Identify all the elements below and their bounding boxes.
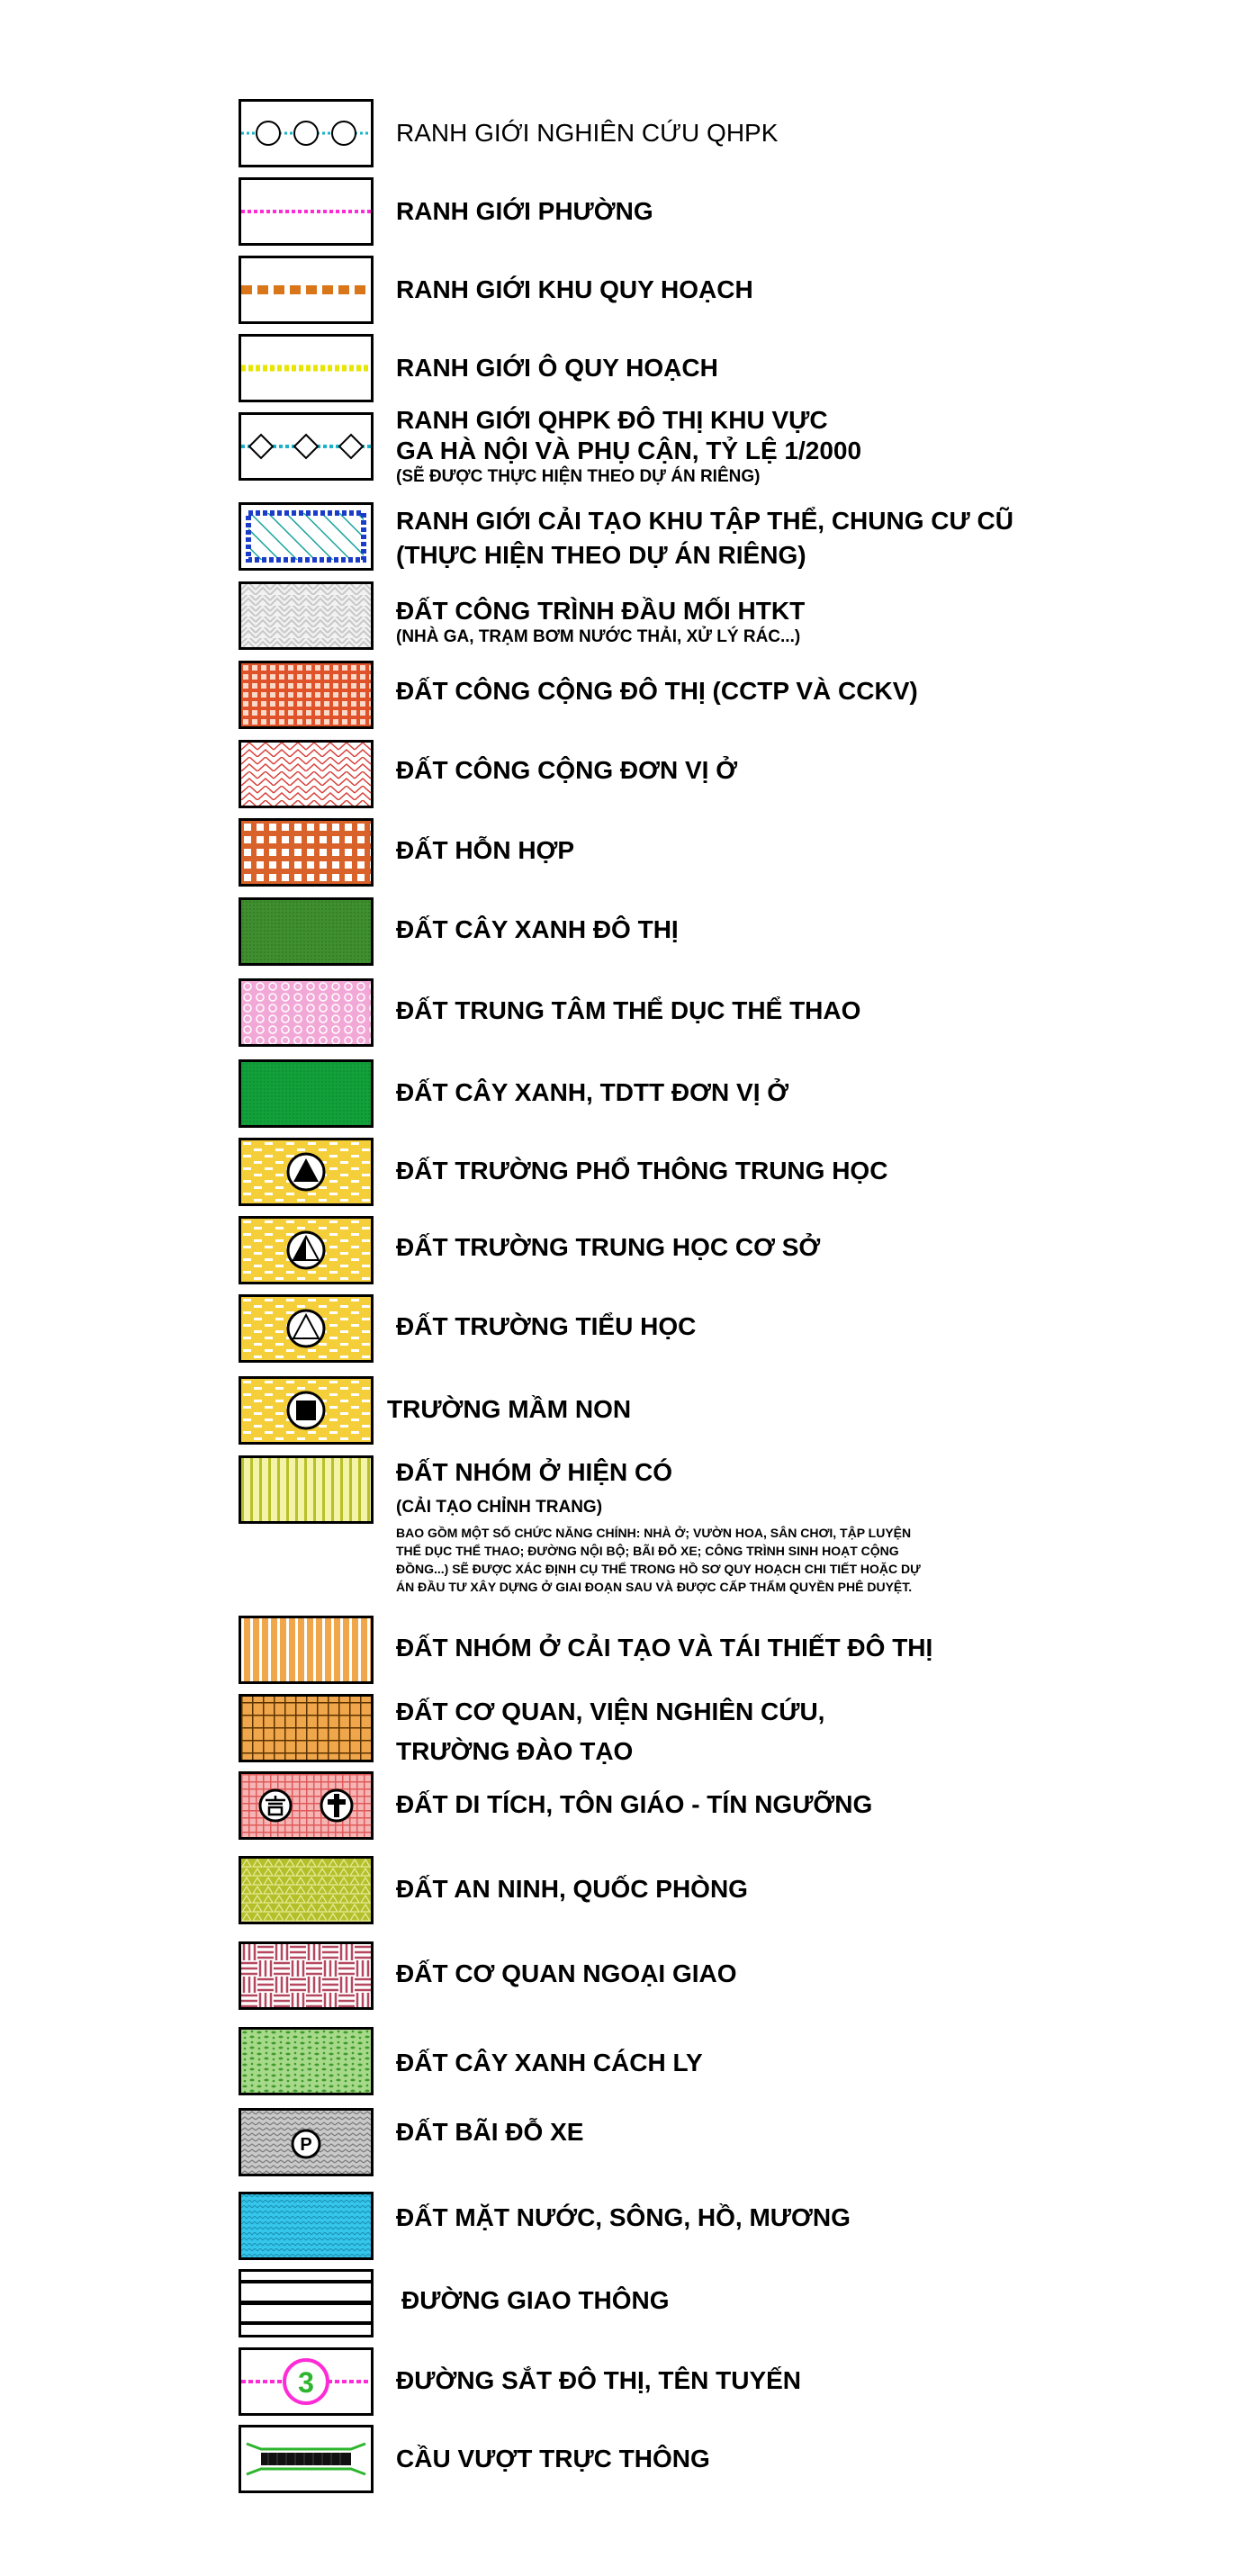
swatch-ranh-gioi-khu-quy-hoach: [239, 256, 374, 324]
swatch-dat-dau-moi-htkt: [239, 581, 374, 650]
label-ranh-gioi-phuong: [396, 194, 653, 229]
label-dat-cong-cong-do-thi: [396, 674, 918, 708]
label-dat-hon-hop: [396, 833, 574, 868]
swatch-ranh-gioi-ga-ha-noi: [239, 412, 374, 481]
label-line: RANH GIỚI KHU QUY HOẠCH: [396, 275, 753, 303]
label-line: ĐẤT CÔNG CỘNG ĐÔ THỊ (CCTP VÀ CCKV): [396, 677, 918, 705]
label-line: RANH GIỚI PHƯỜNG: [396, 197, 653, 225]
swatch-dat-truong-tieu-hoc: [239, 1294, 374, 1363]
swatch-cau-vuot: [239, 2425, 374, 2493]
label-line: ĐẤT NHÓM Ở CẢI TẠO VÀ TÁI THIẾT ĐÔ THỊ: [396, 1634, 933, 1662]
label-duong-sat-do-thi: [396, 2364, 801, 2398]
swatch-dat-nhom-o-hien-co: [239, 1455, 374, 1524]
label-line: ĐƯỜNG GIAO THÔNG: [401, 2286, 670, 2314]
label-dat-nhom-o-cai-tao: [396, 1631, 932, 1665]
swatch-ranh-gioi-phuong: [239, 177, 374, 246]
swatch-dat-nhom-o-cai-tao: [239, 1616, 374, 1684]
label-dat-cay-xanh-do-thi: [396, 913, 679, 947]
label-line: ĐẤT TRƯỜNG TIỂU HỌC: [396, 1312, 697, 1340]
label-line: ĐẤT TRUNG TÂM THỂ DỤC THỂ THAO: [396, 996, 861, 1024]
label-dat-truong-thpt: [396, 1154, 887, 1188]
metro-line-number: 3: [298, 2366, 314, 2399]
label-line: ĐẤT HỖN HỢP: [396, 836, 575, 864]
label-line: RANH GIỚI NGHIÊN CỨU QHPK: [396, 119, 779, 147]
swatch-dat-cong-cong-do-thi: [239, 661, 374, 729]
label-line: RANH GIỚI QHPK ĐÔ THỊ KHU VỰC: [396, 406, 828, 434]
label-line: ĐẤT CƠ QUAN NGOẠI GIAO: [396, 1959, 737, 1987]
label-line: ĐẤT NHÓM Ở HIỆN CÓ: [396, 1458, 672, 1486]
swatch-dat-bai-do-xe: [239, 2108, 374, 2176]
swatch-dat-cay-xanh-cach-ly: [239, 2027, 374, 2095]
swatch-dat-cong-cong-don-vi-o: [239, 740, 374, 808]
label-line: ĐẤT CƠ QUAN, VIỆN NGHIÊN CỨU,: [396, 1698, 825, 1725]
label-note: BAO GỒM MỘT SỐ CHỨC NĂNG CHÍNH: NHÀ Ở; VƯỜN HOA, SÂN CHƠI, TẬP LUYỆN THỂ DỤC THỂ THAO; ĐƯỜNG NỘI BỘ; BÃI ĐỖ XE; CÔNG TRÌNH SINH HOẠT CỘNG ĐỒNG...) SẼ ĐƯỢC XÁC ĐỊNH CỤ THỂ TRONG HỒ SƠ QUY HOẠCH CHI TIẾT HOẶC DỰ ÁN ĐẦU TƯ XÂY DỰNG Ở GIAI ĐOẠN SAU VÀ ĐƯỢC CẤP THẨM QUYỀN PHÊ DUYỆT.: [396, 1526, 921, 1594]
label-line: CẦU VƯỢT TRỰC THÔNG: [396, 2445, 710, 2472]
label-truong-mam-non: [387, 1392, 631, 1427]
swatch-duong-sat-do-thi: [239, 2347, 374, 2416]
label-dat-truong-thcs: [396, 1230, 820, 1265]
label-line: ĐẤT BÃI ĐỖ XE: [396, 2118, 584, 2146]
label-line: ĐƯỜNG SẮT ĐÔ THỊ, TÊN TUYẾN: [396, 2366, 802, 2394]
swatch-dat-cay-xanh-do-thi: [239, 897, 374, 966]
label-line: (THỰC HIỆN THEO DỰ ÁN RIÊNG): [396, 541, 806, 569]
swatch-dat-cay-xanh-don-vi-o: [239, 1059, 374, 1128]
label-line: ĐẤT TRƯỜNG PHỔ THÔNG TRUNG HỌC: [396, 1157, 888, 1184]
label-line: ĐẤT DI TÍCH, TÔN GIÁO - TÍN NGƯỠNG: [396, 1790, 873, 1818]
label-dat-cong-cong-don-vi-o: [396, 753, 737, 788]
label-line: RANH GIỚI CẢI TẠO KHU TẬP THỂ, CHUNG CƯ CŨ: [396, 507, 1013, 535]
label-dat-mat-nuoc: [396, 2201, 851, 2235]
label-dat-cay-xanh-cach-ly: [396, 2046, 703, 2080]
label-ranh-gioi-ga-ha-noi: [396, 405, 861, 488]
label-line: ĐẤT MẶT NƯỚC, SÔNG, HỒ, MƯƠNG: [396, 2203, 851, 2231]
label-dat-cay-xanh-don-vi-o: [396, 1076, 788, 1110]
label-line: ĐẤT CÂY XANH ĐÔ THỊ: [396, 915, 679, 943]
label-ranh-gioi-o-quy-hoach: [396, 351, 718, 385]
label-dat-bai-do-xe: [396, 2115, 583, 2149]
label-duong-giao-thong: [401, 2283, 670, 2318]
swatch-truong-mam-non: [239, 1376, 374, 1445]
label-line: TRƯỜNG ĐÀO TẠO: [396, 1737, 634, 1765]
label-ranh-gioi-khu-quy-hoach: [396, 273, 753, 307]
swatch-dat-tdtt: [239, 978, 374, 1047]
swatch-ranh-gioi-o-quy-hoach: [239, 334, 374, 402]
swatch-dat-truong-thcs: [239, 1216, 374, 1284]
svg-text:P: P: [300, 2135, 312, 2155]
swatch-ranh-gioi-cai-tao-tap-the: [239, 502, 374, 571]
swatch-dat-co-quan-vien-nghien-cuu: [239, 1694, 374, 1762]
label-cau-vuot: [396, 2442, 710, 2476]
label-line: ĐẤT CÂY XANH, TDTT ĐƠN VỊ Ở: [396, 1078, 789, 1106]
label-ranh-gioi-nghien-cuu: [396, 116, 778, 150]
label-line: ĐẤT AN NINH, QUỐC PHÒNG: [396, 1875, 748, 1903]
label-sub: (CẢI TẠO CHỈNH TRANG): [396, 1498, 603, 1517]
label-line: GA HÀ NỘI VÀ PHỤ CẬN, TỶ LỆ 1/2000: [396, 437, 862, 464]
label-line: RANH GIỚI Ô QUY HOẠCH: [396, 354, 718, 382]
swatch-ranh-gioi-nghien-cuu: [239, 99, 374, 167]
label-line: TRƯỜNG MẦM NON: [387, 1395, 632, 1423]
swatch-dat-an-ninh-quoc-phong: [239, 1856, 374, 1924]
label-dat-co-quan-vien-nghien-cuu: [396, 1692, 824, 1771]
label-sub: (SẼ ĐƯỢC THỰC HIỆN THEO DỰ ÁN RIÊNG): [396, 467, 761, 486]
swatch-dat-co-quan-ngoai-giao: [239, 1941, 374, 2010]
label-line: ĐẤT CÔNG TRÌNH ĐẦU MỐI HTKT: [396, 597, 806, 625]
swatch-dat-hon-hop: [239, 818, 374, 887]
swatch-dat-truong-thpt: [239, 1138, 374, 1206]
label-line: ĐẤT CÔNG CỘNG ĐƠN VỊ Ở: [396, 756, 738, 784]
swatch-duong-giao-thong: [239, 2269, 374, 2337]
label-line: ĐẤT TRƯỜNG TRUNG HỌC CƠ SỞ: [396, 1233, 821, 1261]
label-dat-di-tich-ton-giao: [396, 1788, 872, 1822]
label-dat-truong-tieu-hoc: [396, 1310, 696, 1344]
label-dat-tdtt: [396, 994, 860, 1028]
label-dat-co-quan-ngoai-giao: [396, 1957, 737, 1991]
swatch-dat-mat-nuoc: [239, 2192, 374, 2260]
swatch-dat-di-tich-ton-giao: [239, 1771, 374, 1840]
label-dat-an-ninh-quoc-phong: [396, 1872, 748, 1906]
label-dat-nhom-o-hien-co: [396, 1455, 927, 1596]
label-ranh-gioi-cai-tao-tap-the: [396, 504, 1013, 572]
label-line: ĐẤT CÂY XANH CÁCH LY: [396, 2049, 703, 2076]
label-sub: (NHÀ GA, TRẠM BƠM NƯỚC THẢI, XỬ LÝ RÁC...): [396, 627, 801, 646]
label-dat-dau-moi-htkt: [396, 596, 805, 648]
